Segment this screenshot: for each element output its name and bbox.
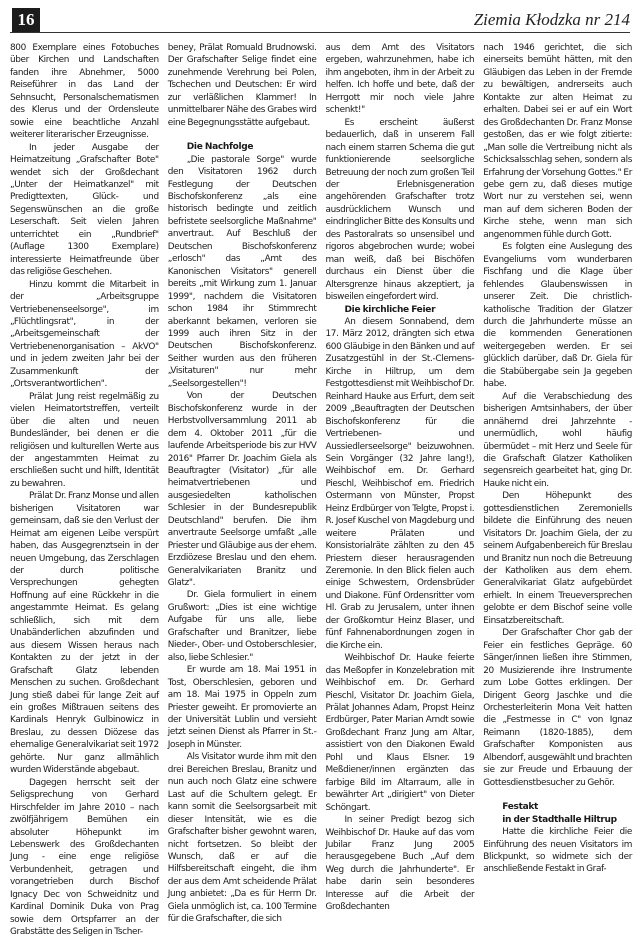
paragraph: aus dem Amt des Visitators ergeben, wahrzunehmen, habe ich ihm angeboten, ihm in der Arbeit zu helfen. Ich hoffe und bete, daß der Herrgott mir noch viele Jahre schenkt!" xyxy=(325,43,475,116)
paragraph: In jeder Ausgabe der Heimatzeitung „Grafschafter Bote" wendet sich der Großdechant „Unter der Heimatkanzel" mit Predigttexten, Glück- und Segenswünschen an die große Leserschaft. Seit vielen Jahren unterrichtet ein „Rundbrief" (Auflage 1300 Exemplare) interessierte Heimatfreunde über das religiöse Geschehen. xyxy=(10,142,159,278)
paragraph: Der Grafschafter Chor gab der Feier ein festliches Gepräge. 60 Sänger/innen ließen ihre Stimmen, 20 Musizierende ihre Instrumente zum Lobe Gottes erklingen. Der Dirigent Georg Jaschke und die Orchesterleiterin Mona Veit hatten die „Festmesse in C" von Ignaz Reimann (1820-1885), dem Grafschafter Komponisten aus Albendorf, ausgewählt und brachten sie zur Freude und Erbauung der Gottesdienstbesucher zu Gehör. xyxy=(483,628,632,788)
paragraph: An diesem Sonnabend, dem 17. März 2012, drängten sich etwa 600 Gläubige in den Bänken und auf Zusatzgestühl in der St.-Clemens-Kirche in Hiltrup, um dem Festgottesdienst mit Weihbischof Dr. Reinhard Hauke aus Erfurt, dem seit 2009 „Beauftragten der Deutschen Bischofskonferenz für die Vertriebenen- und Aussiedlerseelsorge" beizuwohnen. Sein Vorgänger (32 Jahre lang!), Weihbischof em. Dr. Gerhard Pieschl, Weihbischof em. Friedrich Ostermann von Münster, Propst Heinz Erdbürger von Telgte, Propst i. R. Josef Kuschel von Magdeburg und weitere Prälaten und Konsistorialräte zählten zu den 45 Priestern dieser herausragenden Zeremonie. In den Blick fielen auch einige Schwestern, Ordensbrüder und Diakone. Fünf Ordensritter vom Hl. Grab zu Jerusalem, unter ihnen der Großkomtur Heinz Blaser, und fünf Fahnenabordnungen zogen in die Kirche ein. xyxy=(325,316,475,651)
article-body xyxy=(10,42,632,938)
paragraph: Prälat Jung reist regelmäßig zu vielen Heimatortstreffen, verteilt über die alten und neuen Bundesländer, bei denen er die religiösen und kulturellen Werte aus der angestammten Heimat zu erschließen sucht und hilft, Identität zu bewahren. xyxy=(10,391,159,489)
paragraph: Weihbischof Dr. Hauke feierte das Meßopfer in Konzelebration mit Weihbischof em. Dr. Gerhard Pieschl, Visitator Dr. Joachim Giela, Prälat Johannes Adam, Propst Heinz Erdbürger, Pater Marian Arndt sowie Großdechant Franz Jung am Altar, assistiert von den Diakonen Ewald Pohl und Klaus Elsner. 19 Meßdiener/innen ergänzten das farbige Bild im Altarraum, alle in bewährter Art „dirigiert" von Dieter Schöngart. xyxy=(325,653,475,813)
column-1 xyxy=(10,42,159,938)
column-4 xyxy=(483,42,632,902)
paragraph: nach 1946 gerichtet, die sich einerseits bemüht hätten, mit den Gläubigen das Leben in der Fremde zu bewältigen, andrerseits auch Kontakte zur alten Heimat zu erhalten. Dabei sei er auf ein Wort des Großdechanten Dr. Franz Monse gestoßen, das er wie folgt zitierte: „Man solle die Vertreibung nicht als Schicksalsschlag sehen, sondern als Erfahrung der Vorsehung Gottes." Er gebe gern zu, daß dieses mutige Wort nur zu verstehen sei, wenn man auf dem sicheren Boden der Kirche stehe, wenn man sich angenommen fühle durch Gott. xyxy=(483,43,632,240)
section-heading: Festakt xyxy=(502,802,539,813)
paragraph: Hatte die kirchliche Feier die Einführung des neuen Visitators im Blickpunkt, so widmete sich der anschließende Festakt in Graf- xyxy=(483,827,632,875)
paragraph: Er wurde am 18. Mai 1951 in Tost, Oberschlesien, geboren und am 18. Mai 1975 in Oppeln zum Priester geweiht. Er promovierte an der Universität Lublin und versieht jetzt seinen Dienst als Pfarrer in St.-Joseph in Münster. xyxy=(167,665,317,750)
paragraph: Von der Deutschen Bischofskonferenz wurde in der Herbstvollversammlung 2011 ab dem 4. Oktober 2011 „für die laufende Arbeitsperiode bis zur HVV 2016" Pfarrer Dr. Joachim Giela als Beauftragter (Visitator) „für alle heimatvertriebenen und ausgesiedelten katholischen Schlesier in der Bundesrepublik Deutschland" berufen. Die ihm anvertraute Seelsorge umfaßt „alle Priester und Gläubige aus der ehem. Erzdiözese Breslau und den ehem. Generalvikariaten Branitz und Glatz". xyxy=(167,391,317,589)
section-heading: Die kirchliche Feier xyxy=(344,304,436,315)
paragraph: Auf die Verabschiedung des bisherigen Amtsinhabers, der über annähernd drei Jahrzehnte - unermüdlich, wohl häufig übermüdet – mit Herz und Seele für die Grafschaft Glatzer Katholiken segensreich gearbeitet hat, ging Dr. Hauke nicht ein. xyxy=(483,391,632,489)
paragraph: Den Höhepunkt des gottesdienstlichen Zeremoniells bildete die Einführung des neuen Visitators Dr. Joachim Giela, der zu seinem Aufgabenbereich für Breslau und Branitz nun noch die Betreuung der Katholiken aus dem ehem. Generalvikariat Glatz aufgebürdet erhielt. In einem Treueversprechen gelobte er dem Bischof seine volle Einsatzbereitschaft. xyxy=(483,491,632,626)
page-number: 16 xyxy=(12,8,40,32)
paragraph: In seiner Predigt bezog sich Weihbischof Dr. Hauke auf das vom Jubilar Franz Jung 2005 herausgegebene Buch „Auf dem Weg durch die Jahrhunderte". Er habe darin sein besonderes Interesse auf die Arbeit der Großdechanten xyxy=(325,815,475,913)
section-heading: Die Nachfolge xyxy=(186,142,254,153)
paragraph: Prälat Dr. Franz Monse und allen bisherigen Visitatoren war gemeinsam, daß sie den Verlust der Heimat am eigenen Leibe verspürt haben, das Ausgegrenztsein in der neuen Umgebung, das Zerschlagen der durch politische Versprechungen gehegten Hoffnung auf eine Rückkehr in die angestammte Heimat. Es gelang schließlich, sich mit dem Unabänderlichen abzufinden und aus diesem Wissen heraus nach Kontakten zu der jetzt in der Grafschaft Glatz lebenden Menschen zu suchen. Großdechant Jung stieß dabei für lange Zeit auf ein großes Mißtrauen seitens des Kardinals Henryk Gulbinowicz in Breslau, zu dessen Diözese das ehemalige Generalvikariat seit 1972 gehörte. Nur ganz allmählich wurden Widerstände abgebaut. xyxy=(10,491,159,776)
section-heading: in der Stadthalle Hiltrup xyxy=(502,814,617,825)
paragraph: „Die pastorale Sorge" wurde den Visitatoren 1962 durch Festlegung der Deutschen Bischofskonferenz „als eine historisch bedingte und zeitlich befristete seelsorgliche Maßnahme" anvertraut. Auf Beschluß der Deutschen Bischofskonferenz „erlosch" das „Amt des Kanonischen Visitators" generell bereits „mit Wirkung zum 1. Januar 1999", nachdem die Visitatoren schon 1984 ihr Stimmrecht aberkannt bekamen, verloren sie 1999 auch ihren Sitz in der Deutschen Bischofskonferenz. Seither wurden aus den früheren „Visitaturen" nur mehr „Seelsorgestellen"! xyxy=(167,154,317,389)
paragraph: Als Visitator wurde ihm mit den drei Bereichen Breslau, Branitz und nun auch noch Glatz eine schwere Last auf die Schultern gelegt. Er kann somit die Seelsorgsarbeit mit dieser Intensität, wie es die Grafschafter bisher gewohnt waren, nicht fortsetzen. So bleibt der Wunsch, daß er auf die Hilfsbereitschaft eingeht, die ihm der aus dem Amt scheidende Prälat Jung anbietet: „Da es für Herrn Dr. Giela unmöglich ist, ca. 100 Termine für die Grafschafter, die sich xyxy=(167,752,317,925)
page-header xyxy=(10,8,630,33)
section-spacer xyxy=(483,789,632,801)
section-spacer xyxy=(168,129,317,141)
paragraph: Dagegen herrscht seit der Seligsprechung von Gerhard Hirschfelder im Jahre 2010 – nach zwölfjährigem Bemühen ein absoluter Höhepunkt im Lebenswerk des Großdechanten Jung - eine enge religiöse Verbundenheit, getragen und vorangetrieben durch Bischof Ignacy Dec von Schweidnitz und Kardinal Dominik Duka von Prag sowie dem Ortspfarrer an der Grabstätte des Seligen in Tscher- xyxy=(10,777,159,938)
paragraph: Dr. Giela formuliert in einem Grußwort: „Dies ist eine wichtige Aufgabe für uns alle, liebe Grafschafter und Branitzer, liebe Nieder-, Ober- und Ostoberschlesier, also, liebe Schlesier." xyxy=(167,590,317,663)
column-2 xyxy=(167,42,317,925)
paragraph: 800 Exemplare eines Fotobuches über Kirchen und Landschaften fanden ihre Abnehmer, 5000 Reiseführer in das Land der Sehnsucht, Personalschematismen des Klerus und der Ordensleute sowie eine beachtliche Anzahl weiterer literarischer Erzeugnisse. xyxy=(10,43,159,141)
journal-title: Ziemia Kłodzka nr 214 xyxy=(473,10,630,29)
column-3 xyxy=(325,42,475,913)
paragraph: Es erscheint äußerst bedauerlich, daß in unserem Fall nach einem starren Schema die gut funktionierende seelsorgliche Betreuung der noch zum großen Teil der Erlebnisgeneration angehörenden Grafschafter trotz ausdrücklichem Wunsch und eindringlicher Bitte des Konsults und des Pastoralrats so unsensibel und rigoros abgebrochen wurde; wobei man weiß, daß bei Bischöfen durchaus ein Dienst über die Altersgrenze hinaus akzeptiert, ja bisweilen eingefordert wird. xyxy=(325,117,475,303)
paragraph: Hinzu kommt die Mitarbeit in der „Arbeitsgruppe Vertriebenenseelsorge", im „Flüchtlingsrat", in der „Arbeitsgemeinschaft der Vertriebenenorganisation – AkVO" und in jedem zweiten Jahr bei der Zusammenkunft der „Ortsverantwortlichen". xyxy=(10,279,159,390)
paragraph: Es folgten eine Auslegung des Evangeliums vom wunderbaren Fischfang und die Klage über fehlendes Glaubenswissen in unserer Zeit. Die christlich-katholische Tradition der Glatzer durch die Jahrhunderte müsse an die kommenden Generationen weitergegeben werden. Er sei glücklich darüber, daß Dr. Giela für die Stabübergabe sein Ja gegeben habe. xyxy=(483,242,632,390)
paragraph: beney, Prälat Romuald Brudnowski. Der Grafschafter Selige findet eine zunehmende Verehrung bei Polen, Tschechen und Deutschen: Er wird zur verläßlichen Klammer! In unmittelbarer Nähe des Grabes wird eine Begegnungsstätte aufgebaut. xyxy=(167,43,317,128)
